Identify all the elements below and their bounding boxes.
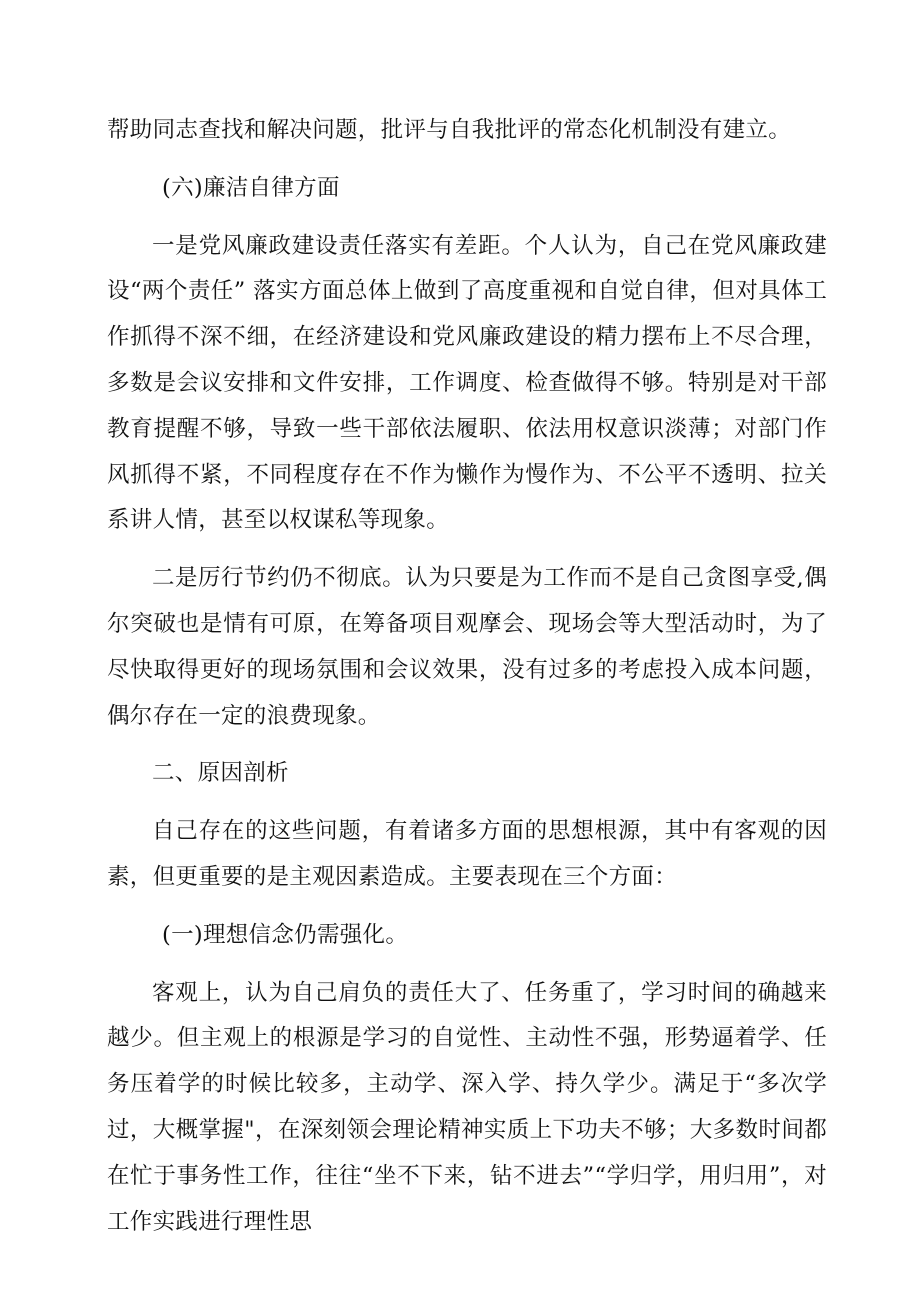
paragraph-continuation: 帮助同志查找和解决问题，批评与自我批评的常态化机制没有建立。 (107, 117, 792, 143)
paragraph-cause-study: 客观上，认为自己肩负的责任大了、任务重了，学习时间的确越来越少。但主观上的根源是学习的自觉性、主动性不强，形势逼着学、任务压着学的时候比较多，主动学、深入学、持久学少。满足于“多次学过，大概掌握"，在深刻领会理论精神实质上下功夫不够；大多数时间都在忙于事务性工作，往往“坐不下来，钻不进去”“学归学，用归用”，对工作实践进行理性思 (107, 979, 827, 1235)
section-heading-cause-analysis: 二、原因剖析 (152, 760, 289, 787)
paragraph-integrity-frugality: 二是厉行节约仍不彻底。认为只要是为工作而不是自己贪图享受,偶尔突破也是情有可原，在筹备项目观摩会、现场会等大型活动时，为了尽快取得更好的现场氛围和会议效果，没有过多的考虑投入成本问题，偶尔存在一定的浪费现象。 (107, 565, 827, 729)
subheading-integrity: (六)廉洁自律方面 (162, 174, 340, 201)
paragraph-integrity-responsibility: 一是党风廉政建设责任落实有差距。个人认为，自己在党风廉政建设“两个责任” 落实方面总体上做到了高度重视和自觉自律，但对具体工作抓得不深不细，在经济建设和党风廉政建设的精力摆布上不尽合理，多数是会议安排和文件安排，工作调度、检查做得不够。特别是对干部教育提醒不够，导致一些干部依法履职、依法用权意识淡薄；对部门作风抓得不紧，不同程度存在不作为懒作为慢作为、不公平不透明、拉关系讲人情，甚至以权谋私等现象。 (107, 232, 827, 534)
subheading-ideals-beliefs: (一)理想信念仍需强化。 (162, 921, 409, 948)
document-body (107, 108, 827, 1257)
paragraph-cause-intro: 自己存在的这些问题，有着诸多方面的思想根源，其中有客观的因素，但更重要的是主观因素造成。主要表现在三个方面： (107, 818, 827, 890)
